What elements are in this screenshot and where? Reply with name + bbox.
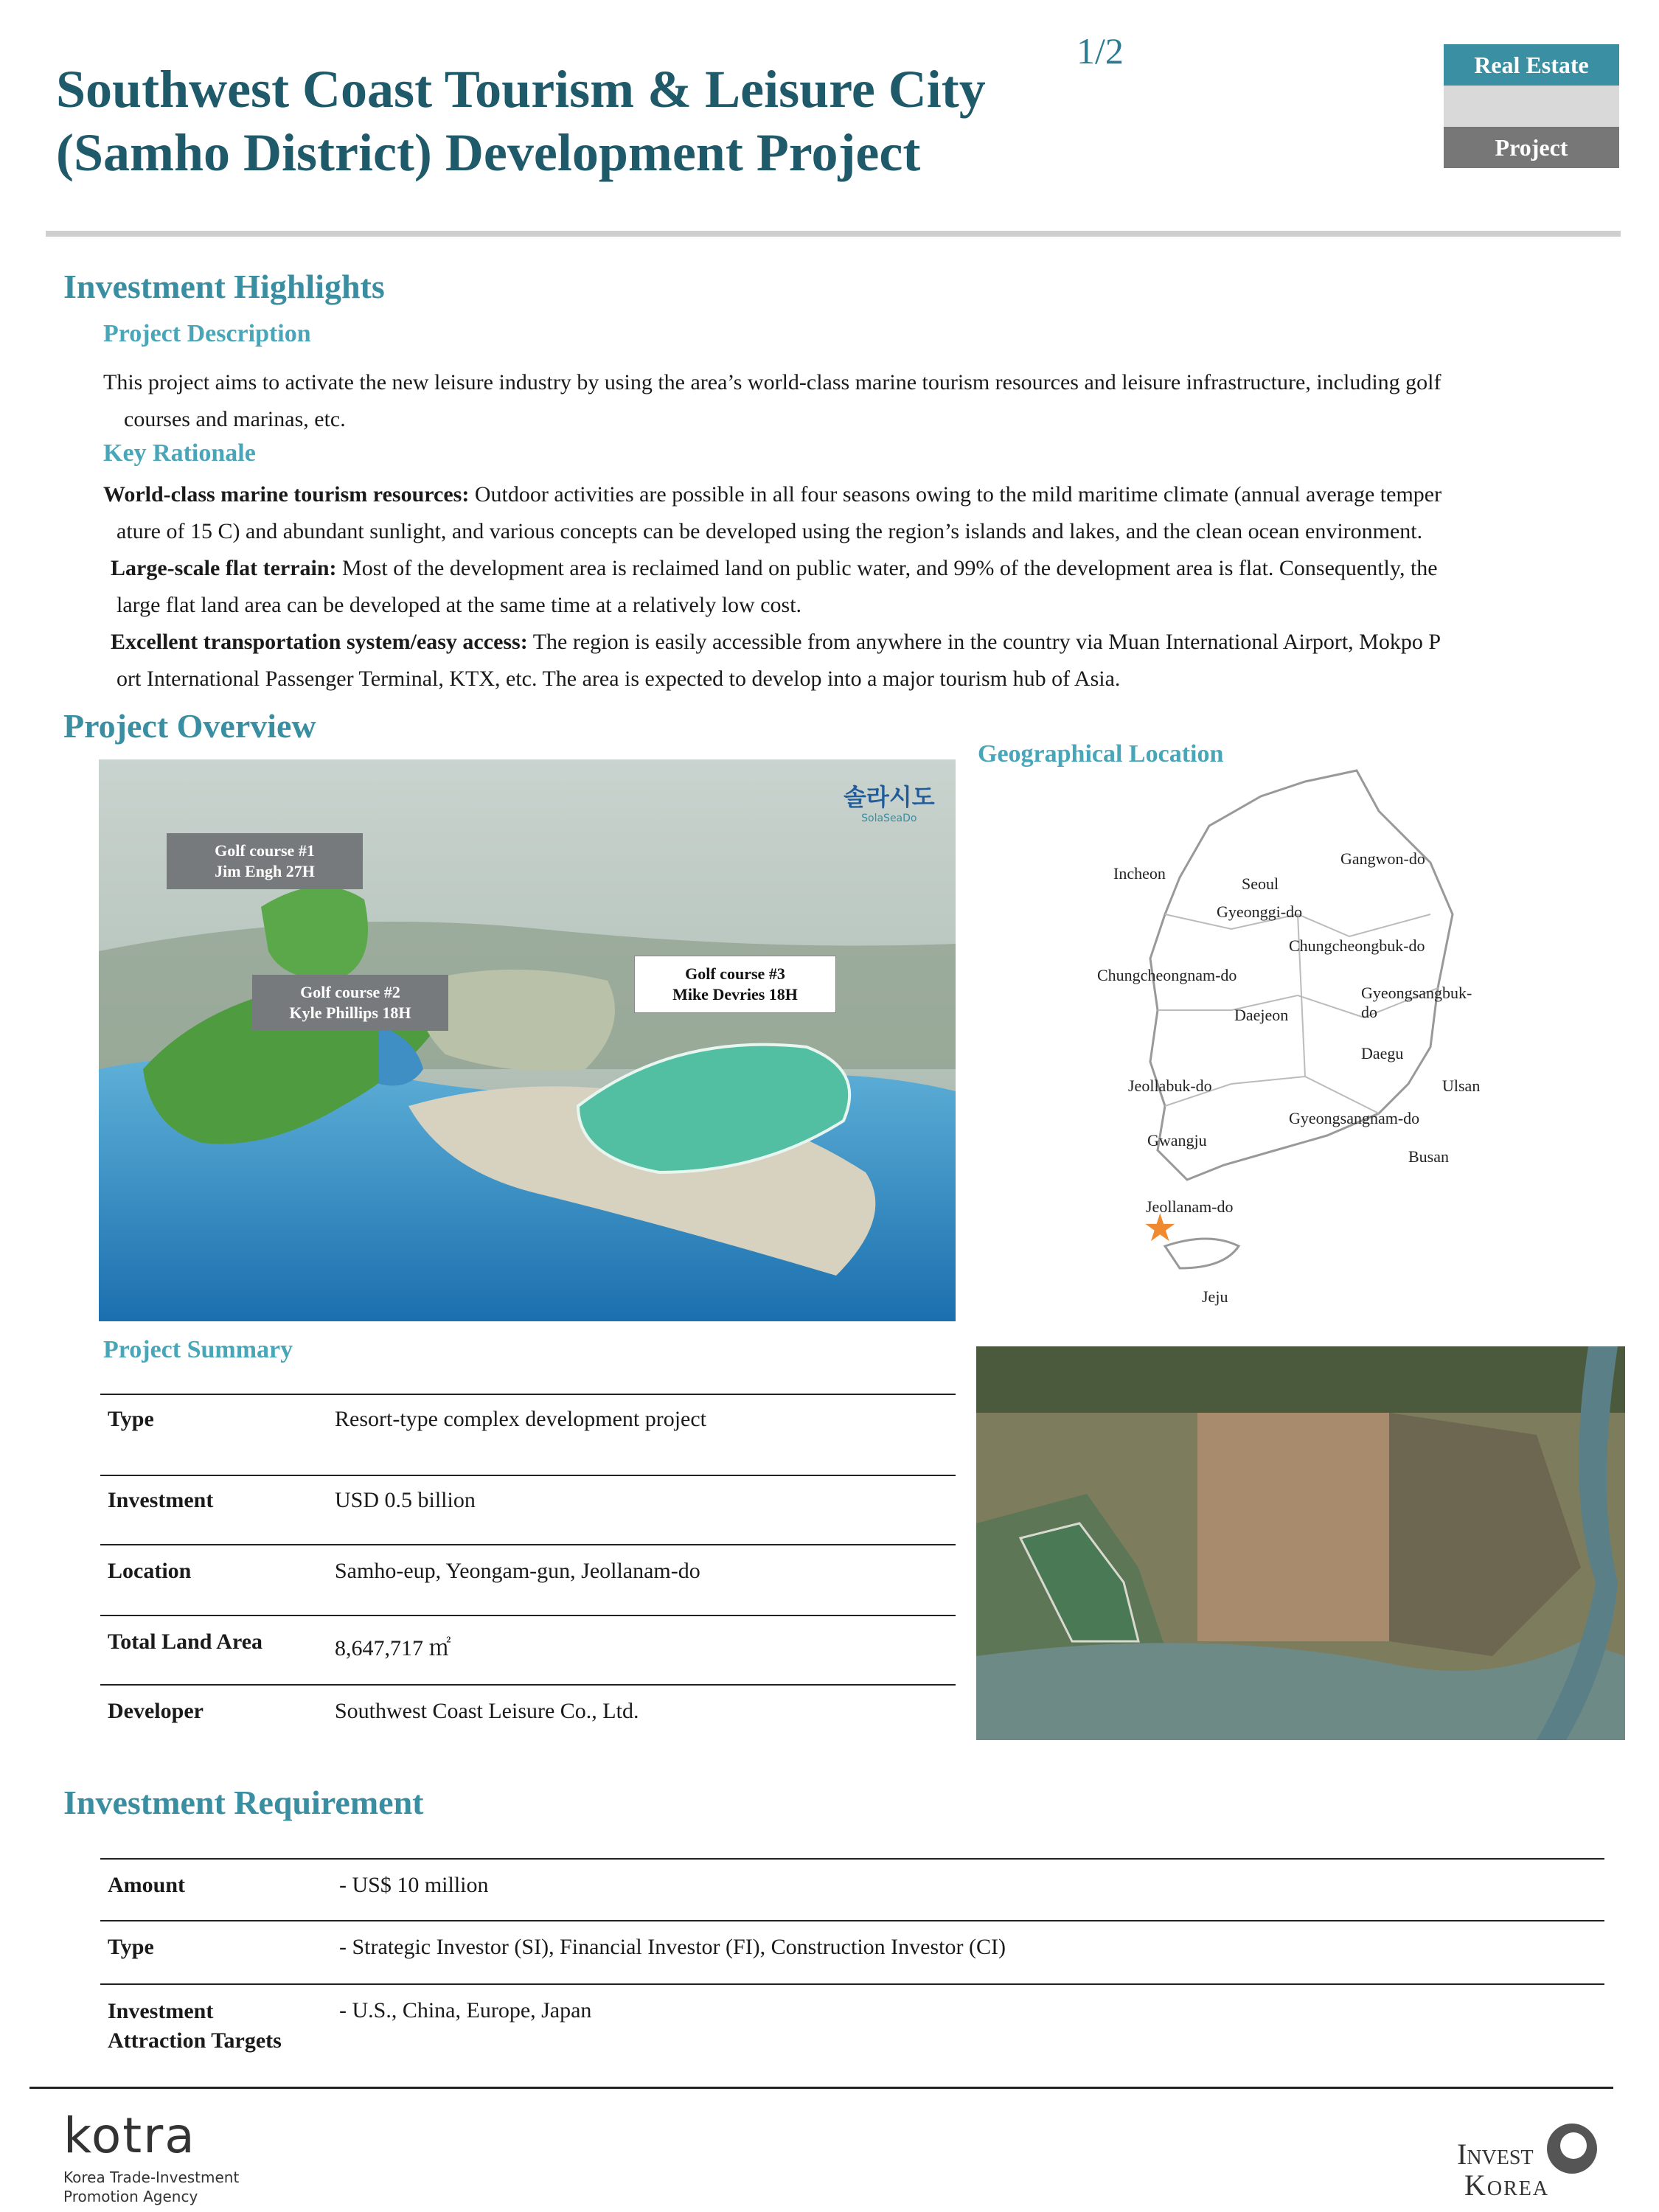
emblem-inner xyxy=(1560,2132,1587,2159)
project-location-star-icon: ★ xyxy=(1143,1206,1178,1251)
category-tag-real-estate: Real Estate xyxy=(1444,44,1619,86)
summary-value: USD 0.5 billion xyxy=(335,1488,476,1512)
requirement-value: - Strategic Investor (SI), Financial Investor (FI), Construction Investor (CI) xyxy=(339,1935,1006,1959)
rationale-1-cont: ature of 15 C) and abundant sunlight, and various concepts can be developed using the region’s islands and lakes, and the clean ocean environment. xyxy=(116,519,1423,543)
rationale-1-title: World-class marine tourism resources: xyxy=(103,482,470,507)
callout-golf-course-1 xyxy=(167,833,363,889)
golf3-designer: Mike Devries 18H xyxy=(672,985,798,1004)
golf1-designer: Jim Engh 27H xyxy=(215,862,315,880)
rationale-3-text: The region is easily accessible from anywhere in the country via Muan International Airport, Mokpo P xyxy=(527,630,1441,654)
golf1-name: Golf course #1 xyxy=(215,841,315,860)
requirement-row xyxy=(100,1920,1604,1985)
project-rendering-image xyxy=(99,759,956,1321)
kotra-subtitle-2: Promotion Agency xyxy=(63,2188,198,2205)
summary-value: Southwest Coast Leisure Co., Ltd. xyxy=(335,1699,639,1723)
map-label-jeonnam: Jeollanam-do xyxy=(1146,1197,1234,1216)
summary-label: Investment xyxy=(108,1488,214,1512)
summary-row xyxy=(100,1394,956,1476)
page-number: 1/2 xyxy=(1077,30,1124,72)
category-tag-project: Project xyxy=(1444,127,1619,168)
key-rationale-list xyxy=(103,476,1644,698)
summary-row xyxy=(100,1615,956,1686)
map-label-gyeonggi: Gyeonggi-do xyxy=(1217,902,1303,921)
geographical-location-heading: Geographical Location xyxy=(978,740,1224,768)
project-summary-heading: Project Summary xyxy=(103,1336,293,1363)
project-description-text xyxy=(103,364,1637,438)
satellite-illustration xyxy=(976,1346,1625,1740)
requirement-label: Type xyxy=(108,1935,154,1959)
title-line-1: Southwest Coast Tourism & Leisure City xyxy=(56,60,986,119)
rationale-2-cont: large flat land area can be developed at the same time at a relatively low cost. xyxy=(116,593,802,617)
kotra-subtitle-1: Korea Trade-Investment xyxy=(63,2168,240,2186)
solaseado-logo-text: 솔라시도 xyxy=(844,783,935,811)
rationale-2-text: Most of the development area is reclaimed land on public water, and 99% of the development area is flat. Consequently, the xyxy=(336,556,1438,580)
rationale-2-title: Large-scale flat terrain: xyxy=(111,556,337,580)
map-label-gyeongnam: Gyeongsangnam-do xyxy=(1289,1109,1420,1127)
summary-row xyxy=(100,1544,956,1616)
map-label-daejeon: Daejeon xyxy=(1234,1006,1289,1024)
korea-logo-text: Korea xyxy=(1464,2168,1550,2202)
map-label-ulsan: Ulsan xyxy=(1442,1077,1481,1095)
map-label-gwangju: Gwangju xyxy=(1147,1131,1207,1150)
requirement-value: - US$ 10 million xyxy=(339,1873,489,1897)
rationale-1 xyxy=(103,476,1644,513)
map-label-chungnam: Chungcheongnam-do xyxy=(1097,966,1237,984)
rationale-3-cont: ort International Passenger Terminal, KTX, etc. The area is expected to develop into a major tourism hub of Asia. xyxy=(116,667,1121,691)
map-label-gangwon: Gangwon-do xyxy=(1340,849,1425,868)
map-label-gyeongbuk: Gyeongsangbuk-do xyxy=(1361,984,1472,1021)
title-line-2: (Samho District) Development Project xyxy=(56,123,921,182)
summary-label: Developer xyxy=(108,1699,204,1723)
summary-row xyxy=(100,1684,956,1745)
map-label-seoul: Seoul xyxy=(1242,874,1279,893)
project-overview-heading: Project Overview xyxy=(63,707,316,745)
requirement-label: Amount xyxy=(108,1873,186,1897)
map-label-busan: Busan xyxy=(1408,1147,1449,1166)
callout-golf-course-2 xyxy=(252,975,448,1031)
requirement-row xyxy=(100,1858,1604,1921)
summary-value: 8,647,717 ㎡ xyxy=(335,1636,451,1660)
investment-highlights-heading: Investment Highlights xyxy=(63,268,385,305)
invest-korea-emblem-icon xyxy=(1547,2124,1597,2174)
kotra-logo xyxy=(63,2107,240,2206)
requirement-label-line2: Attraction Targets xyxy=(108,2028,282,2053)
map-label-jeonbuk: Jeollabuk-do xyxy=(1128,1077,1212,1095)
key-rationale-heading: Key Rationale xyxy=(103,439,256,467)
summary-value: Samho-eup, Yeongam-gun, Jeollanam-do xyxy=(335,1559,700,1583)
golf2-designer: Kyle Phillips 18H xyxy=(289,1004,411,1022)
map-label-jeju: Jeju xyxy=(1202,1287,1228,1306)
requirement-label xyxy=(108,1997,282,2056)
golf2-name: Golf course #2 xyxy=(300,983,400,1001)
requirement-label-line1: Investment xyxy=(108,1999,214,2023)
korea-map xyxy=(1084,767,1481,1312)
invest-logo-text: Invest xyxy=(1457,2138,1534,2171)
satellite-image xyxy=(976,1346,1625,1740)
requirement-value: - U.S., China, Europe, Japan xyxy=(339,1998,592,2023)
desc-line-2: courses and marinas, etc. xyxy=(124,407,346,431)
page-title xyxy=(56,58,1074,184)
category-tag-blank xyxy=(1444,86,1619,127)
callout-golf-course-3 xyxy=(634,956,836,1013)
desc-line-1: This project aims to activate the new leisure industry by using the area’s world-class marine tourism resources and leisure infrastructure, including golf xyxy=(103,370,1441,394)
golf3-name: Golf course #3 xyxy=(685,964,785,983)
korea-map-outline xyxy=(1084,767,1467,1312)
map-label-chungbuk: Chungcheongbuk-do xyxy=(1289,936,1425,955)
solaseado-logo xyxy=(844,779,935,824)
rationale-1-text: Outdoor activities are possible in all four seasons owing to the mild maritime climate (annual average temper xyxy=(469,482,1442,507)
summary-value: Resort-type complex development project xyxy=(335,1407,707,1431)
summary-label: Type xyxy=(108,1407,154,1431)
project-description-heading: Project Description xyxy=(103,320,311,347)
solaseado-logo-sub: SolaSeaDo xyxy=(861,813,917,824)
requirement-row xyxy=(100,1983,1604,2066)
investment-requirement-heading: Investment Requirement xyxy=(63,1784,424,1821)
header-divider xyxy=(46,231,1621,237)
summary-label: Location xyxy=(108,1559,192,1583)
footer-divider xyxy=(29,2087,1613,2089)
rationale-2 xyxy=(103,550,1644,587)
map-label-incheon: Incheon xyxy=(1113,864,1166,883)
rationale-3 xyxy=(103,624,1644,661)
invest-korea-logo xyxy=(1457,2124,1612,2202)
summary-label: Total Land Area xyxy=(108,1630,263,1654)
rationale-3-title: Excellent transportation system/easy access: xyxy=(111,630,528,654)
kotra-logo-text: kotra xyxy=(63,2107,196,2164)
summary-row xyxy=(100,1475,956,1545)
map-label-daegu: Daegu xyxy=(1361,1044,1404,1062)
